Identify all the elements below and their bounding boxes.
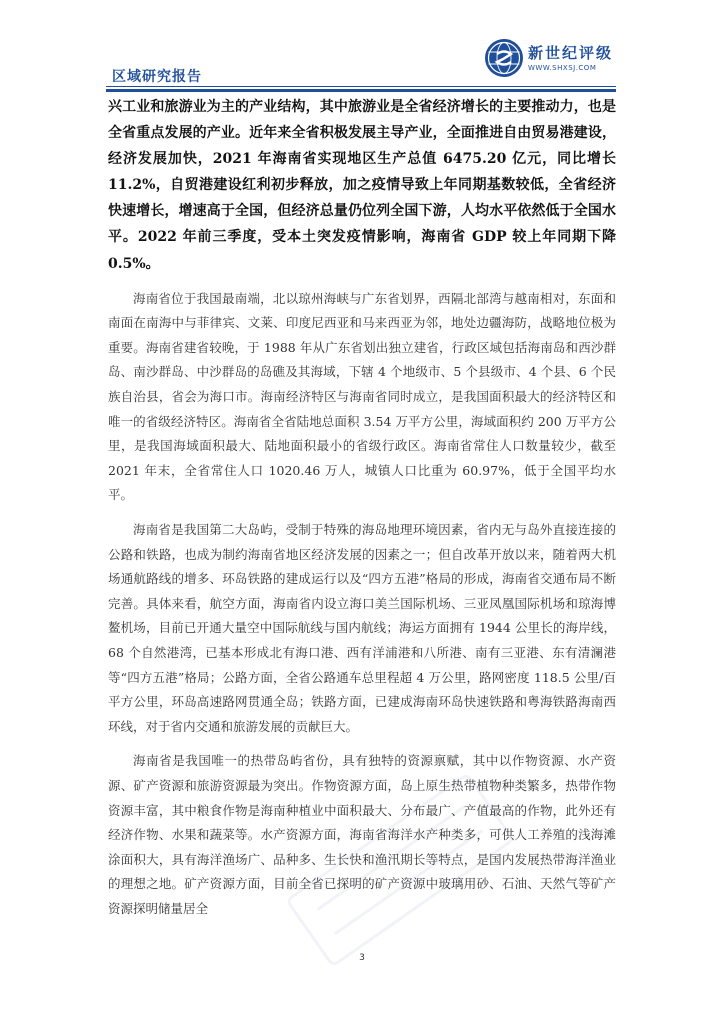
company-logo — [484, 38, 620, 82]
header-rule-thick — [106, 89, 616, 92]
paragraph-resources: 海南省是我国唯一的热带岛屿省份，具有独特的资源禀赋，其中以作物资源、水产资源、矿产资源和旅游资源最为突出。作物资源方面，岛上原生热带植物种类繁多，热带作物资源丰富，其中粮食作物是海南种植业中面积最大、分布最广、产值最高的作物，此外还有经济作物、水果和蔬菜等。水产资源方面，海南省海洋水产种类多，可供人工养殖的浅海滩涂面积大，具有海洋渔场广、品种多、生长快和渔汛期长等特点，是国内发展热带海洋渔业的理想之地。矿产资源方面，目前全省已探明的矿产资源中玻璃用砂、石油、天然气等矿产资源探明储量居全 — [108, 753, 616, 916]
paragraph-transport: 海南省是我国第二大岛屿，受制于特殊的海岛地理环境因素，省内无与岛外直接连接的公路和铁路，也成为制约海南省地区经济发展的因素之一；但自改革开放以来，随着两大机场通航路线的增多、环岛铁路的建成运行以及“四方五港”格局的形成，海南省交通布局不断完善。具体来看，航空方面，海南省内设立海口美兰国际机场、三亚凤凰国际机场和琼海博鳌机场，目前已开通大量空中国际航线与国内航线；海运方面拥有 1944 公里长的海岸线，68 个自然港湾，已基本形成北有海口港、西有洋浦港和八所港、南有三亚港、东有清澜港等“四方五港”格局；公路方面，全省公路通车总里程超 4 万公里，路网密度 118.5 公里/百平方公里，环岛高速路网贯通全岛；铁路方面，已建成海南环岛快速铁路和粤海铁路海南西环线，对于省内交通和旅游发展的贡献巨大。 — [108, 522, 616, 734]
page-header — [0, 0, 724, 96]
logo-url: WWW.SHXSJ.COM — [528, 64, 597, 72]
logo-name: 新世纪评级 — [528, 44, 614, 62]
page-number: 3 — [359, 953, 365, 963]
header-rule-thin — [106, 86, 616, 87]
report-title: 区域研究报告 — [112, 69, 202, 85]
paragraph-geography: 海南省位于我国最南端，北以琼州海峡与广东省划界，西隔北部湾与越南相对，东面和南面在南海中与菲律宾、文莱、印度尼西亚和马来西亚为邻，地处边疆海防，战略地位极为重要。海南省建省较晚，于 1988 年从广东省划出独立建省，行政区域包括海南岛和西沙群岛、南沙群岛、中沙群岛的岛礁及其海域，下辖 4 个地级市、5 个县级市、4 个县、6 个民族自治县，省会为海口市。海南经济特区与海南省同时成立，是我国面积最大的经济特区和唯一的省级经济特区。海南省全省陆地总面积 3.54 万平方公里，海域面积约 200 万平方公里，是我国海域面积最大、陆地面积最小的省级行政区。海南省常住人口数量较少，截至 2021 年末，全省常住人口 1020.46 万人，城镇人口比重为 60.97%，低于全国平均水平。 — [108, 290, 616, 503]
report-body — [108, 94, 616, 922]
company-logo-icon — [484, 38, 524, 78]
paragraph-summary: 兴工业和旅游业为主的产业结构，其中旅游业是全省经济增长的主要推动力，也是全省重点发展的产业。近年来全省积极发展主导产业，全面推进自由贸易港建设，经济发展加快，2021 年海南省实现地区生产总值 6475.20 亿元，同比增长 11.2%，自贸港建设红利初步释放，加之疫情导致上年同期基数较低，全省经济快速增长，增速高于全国，但经济总量仍位列全国下游，人均水平依然低于全国水平。2022 年前三季度，受本土突发疫情影响，海南省 GDP 较上年同期下降 0.5%。 — [108, 99, 616, 272]
